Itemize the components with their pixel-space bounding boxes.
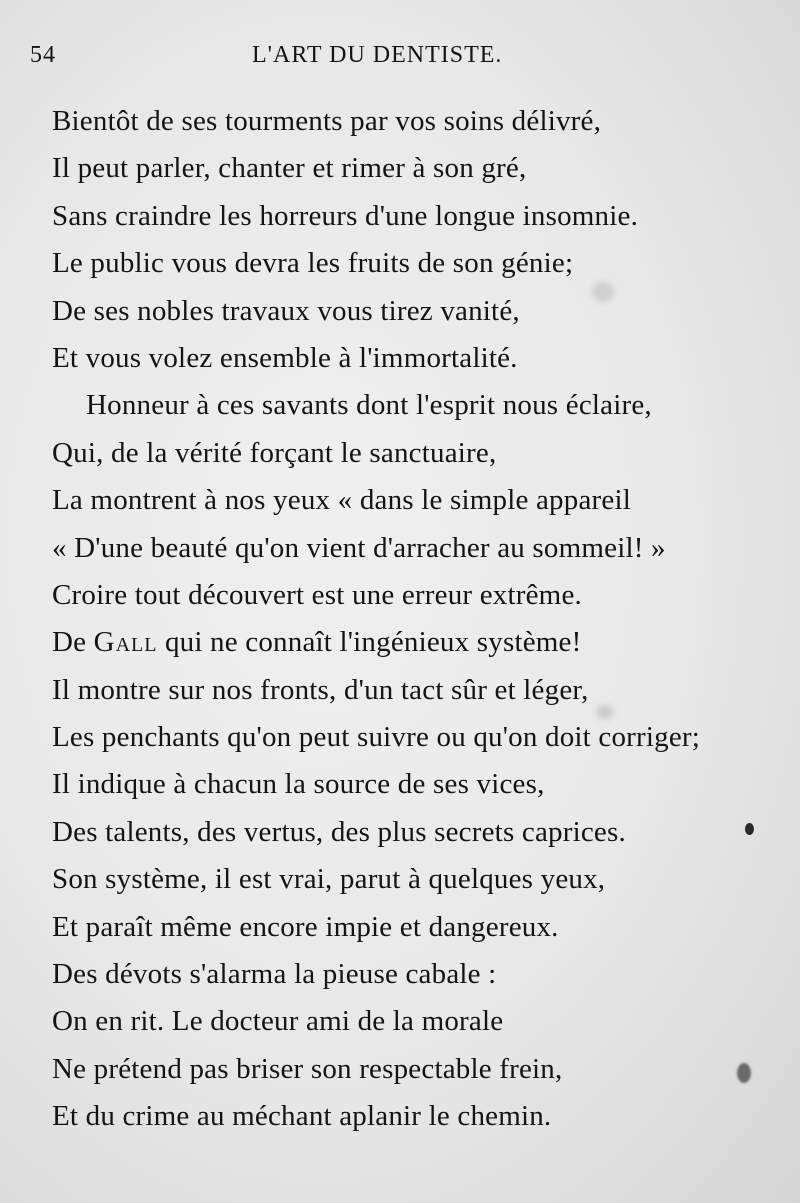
ink-smudge <box>737 1063 751 1083</box>
verse-line-1: Bientôt de ses tourments par vos soins délivré, <box>52 105 602 137</box>
verse-line-15: Il indique à chacun la source de ses vices, <box>52 768 545 801</box>
verse-line-10: « D'une beauté qu'on vient d'arracher au sommeil! » <box>52 531 666 564</box>
running-title: L'ART DU DENTISTE. <box>252 42 503 68</box>
verse-line-5: De ses nobles travaux vous tirez vanité, <box>52 294 520 327</box>
verse-line-12-gall <box>52 619 792 666</box>
verse-line-11: Croire tout découvert est une erreur extrême. <box>52 578 582 611</box>
verse-block <box>52 98 792 1141</box>
verse-line-9: La montrent à nos yeux « dans le simple appareil <box>52 484 631 517</box>
verse-line-13: Il montre sur nos fronts, d'un tact sûr et léger, <box>52 673 589 706</box>
paper-stain <box>592 282 614 302</box>
verse-line-6: Et vous volez ensemble à l'immortalité. <box>52 341 518 374</box>
page-header <box>0 42 800 82</box>
verse-line-2: Il peut parler, chanter et rimer à son gré, <box>52 152 527 185</box>
verse-line-7-stanza-start: Honneur à ces savants dont l'esprit nous éclaire, <box>86 389 652 422</box>
verse-line-3: Sans craindre les horreurs d'une longue insomnie. <box>52 199 639 232</box>
verse-line-21: Ne prétend pas briser son respectable frein, <box>52 1052 563 1085</box>
verse-line-14: Les penchants qu'on peut suivre ou qu'on doit corriger; <box>52 721 701 754</box>
verse-line-20: On en rit. Le docteur ami de la morale <box>52 1005 504 1038</box>
verse-line-22: Et du crime au méchant aplanir le chemin. <box>52 1100 552 1133</box>
page-number: 54 <box>30 42 56 68</box>
gall-line-after: qui ne connaît l'ingénieux système! <box>164 626 582 659</box>
verse-line-16: Des talents, des vertus, des plus secrets caprices. <box>52 815 626 848</box>
gall-name: Gall <box>93 626 158 659</box>
gall-line-before: De <box>52 626 87 659</box>
paper-stain <box>596 705 614 719</box>
verse-line-4: Le public vous devra les fruits de son génie; <box>52 247 574 280</box>
verse-line-18: Et paraît même encore impie et dangereux. <box>52 910 559 943</box>
ink-speck <box>745 823 754 835</box>
verse-line-19: Des dévots s'alarma la pieuse cabale : <box>52 958 497 991</box>
verse-line-17: Son système, il est vrai, parut à quelques yeux, <box>52 863 606 896</box>
verse-line-8: Qui, de la vérité forçant le sanctuaire, <box>52 436 497 469</box>
